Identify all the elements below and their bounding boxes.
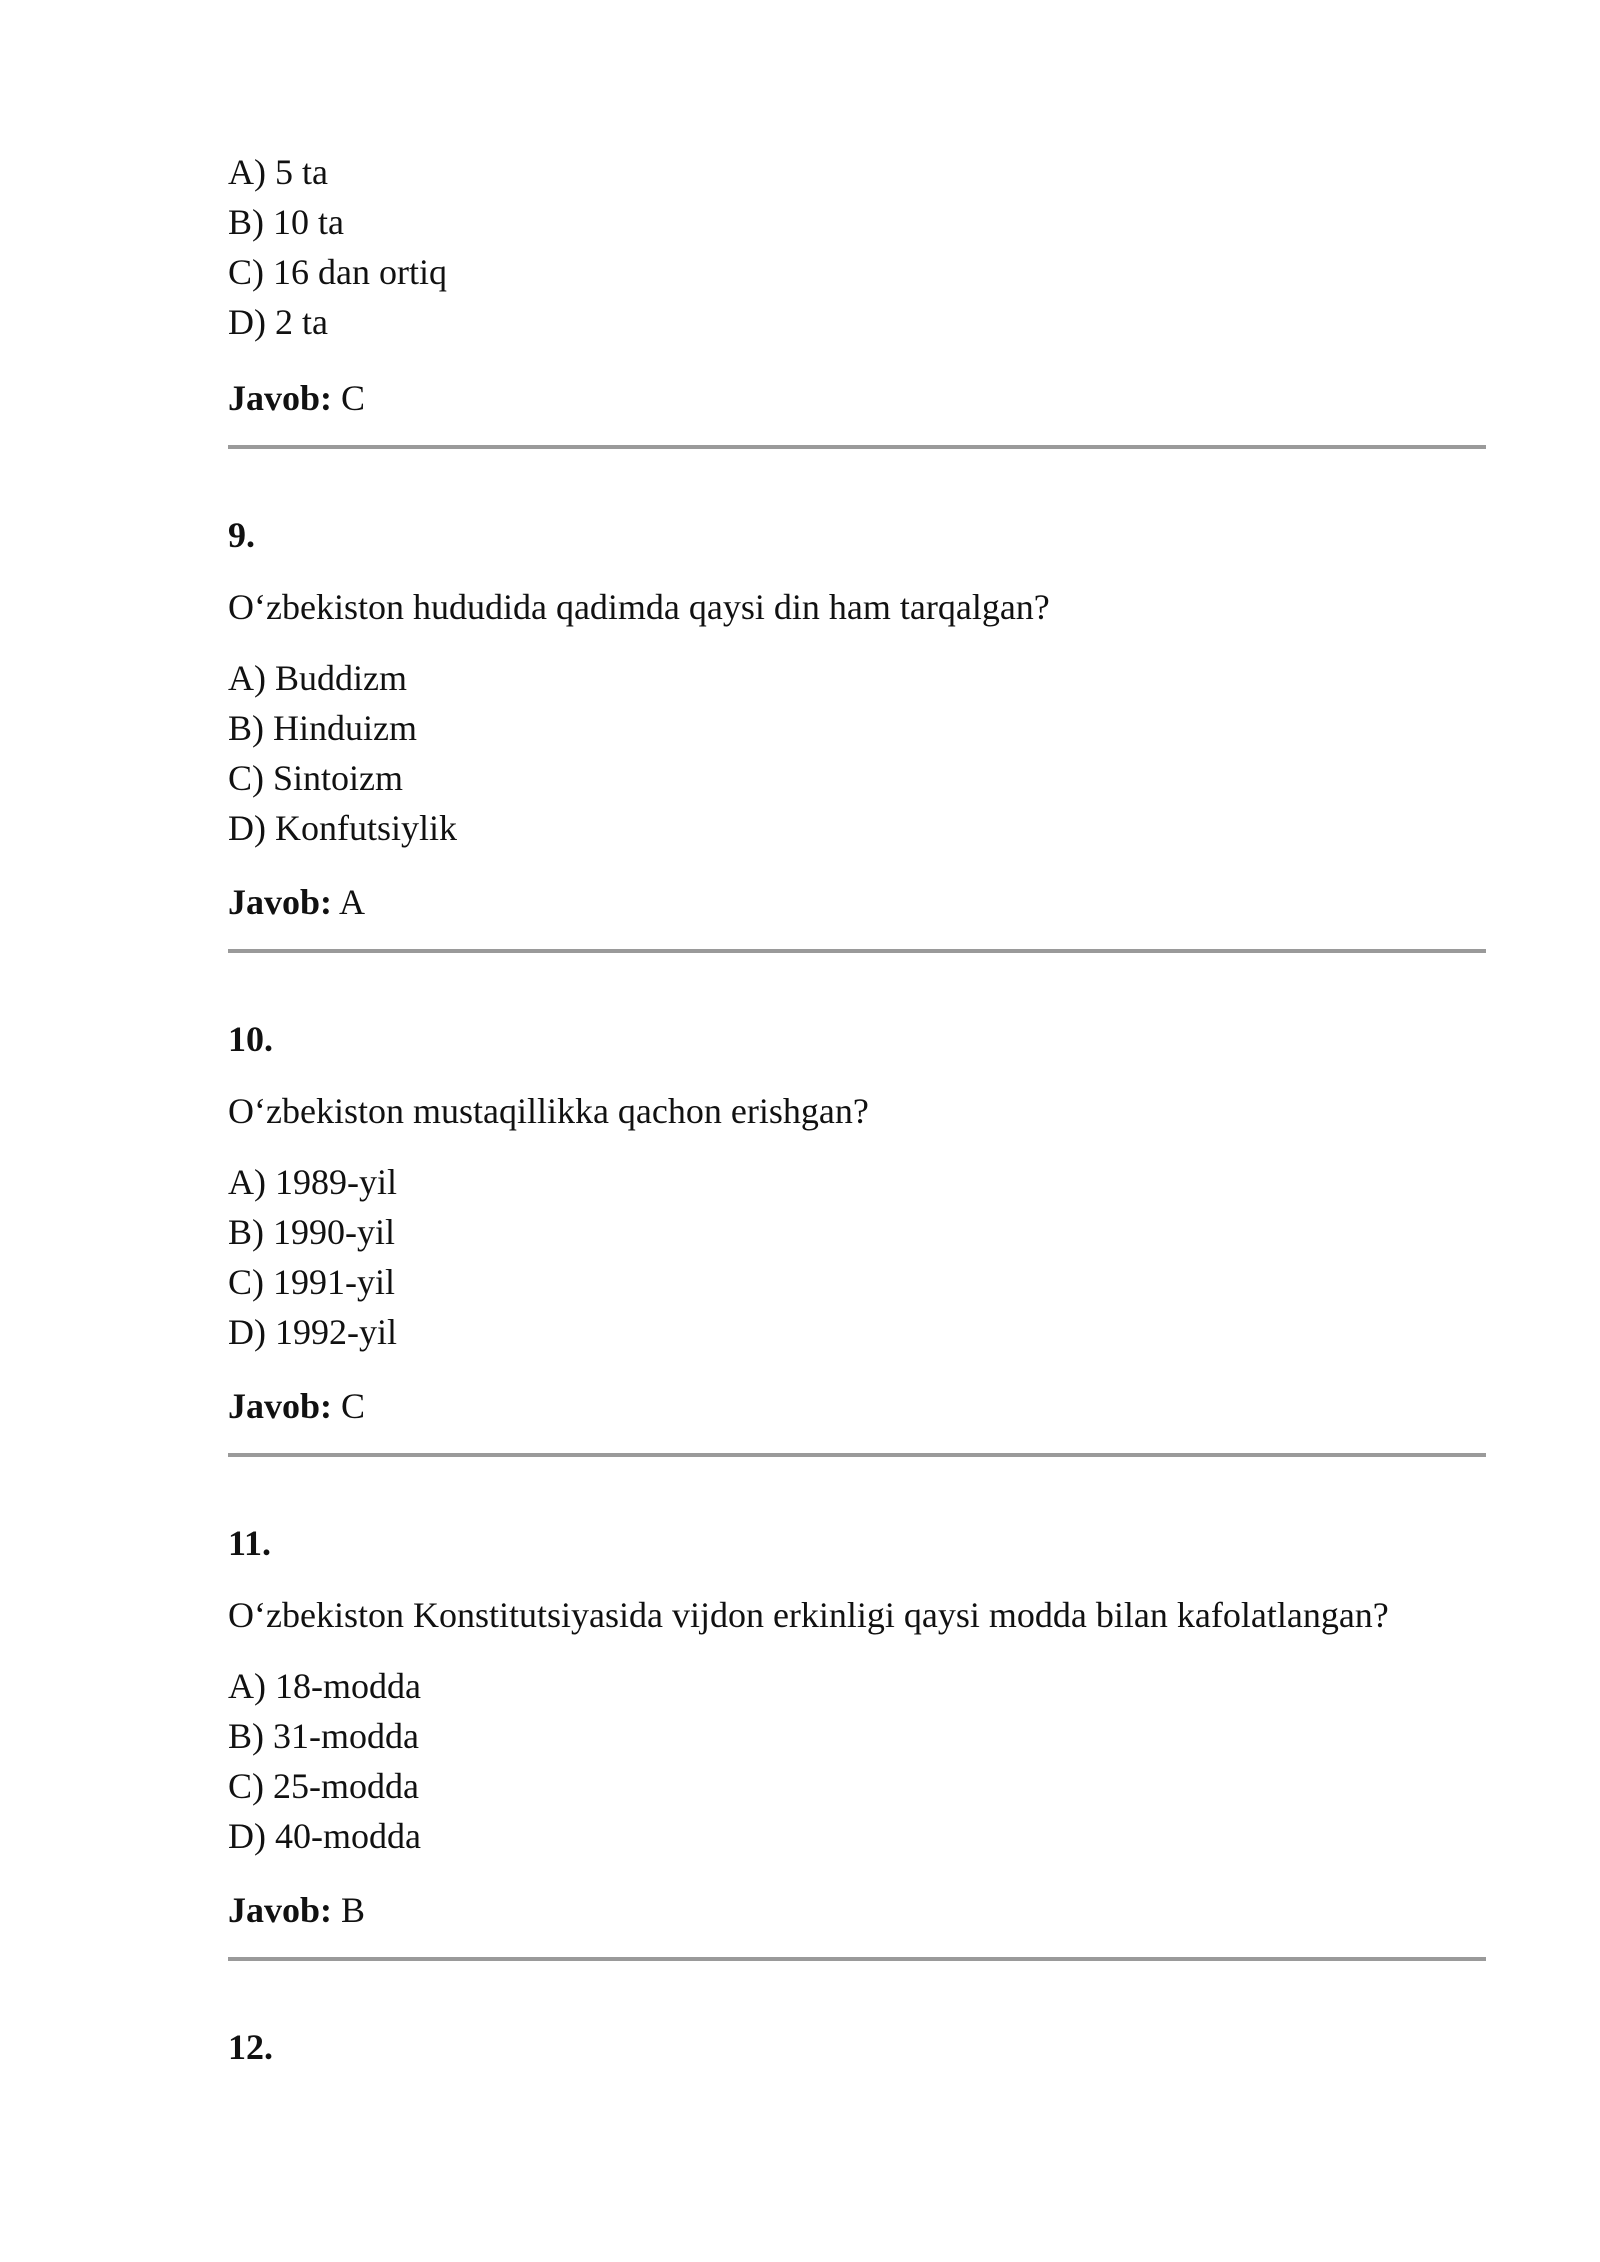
option-b: B) 1990-yil: [228, 1212, 395, 1252]
option-c: C) 1991-yil: [228, 1262, 395, 1302]
question-8-options: [228, 147, 447, 347]
question-11-text: O‘zbekiston Konstitutsiyasida vijdon erkinligi qaysi modda bilan kafolatlangan?: [228, 1595, 1389, 1635]
question-10-answer: [228, 1381, 365, 1431]
question-9-options: [228, 653, 457, 853]
option-d: D) 1992-yil: [228, 1312, 397, 1352]
divider: [228, 1957, 1486, 1961]
question-9-number: 9.: [228, 515, 255, 555]
option-a: A) Buddizm: [228, 658, 407, 698]
answer-label: Javob:: [228, 1890, 333, 1930]
answer-value: A: [332, 882, 366, 922]
option-c: C) 16 dan ortiq: [228, 252, 447, 292]
divider: [228, 949, 1486, 953]
question-10-text: O‘zbekiston mustaqillikka qachon erishgan?: [228, 1091, 869, 1131]
question-11-options: [228, 1661, 421, 1861]
option-d: D) 40-modda: [228, 1816, 421, 1856]
option-a: A) 5 ta: [228, 152, 328, 192]
option-d: D) Konfutsiylik: [228, 808, 457, 848]
question-9-answer: [228, 877, 365, 927]
question-11-number: 11.: [228, 1523, 272, 1563]
answer-label: Javob:: [228, 378, 333, 418]
option-d: D) 2 ta: [228, 302, 328, 342]
option-a: A) 18-modda: [228, 1666, 421, 1706]
option-b: B) 31-modda: [228, 1716, 419, 1756]
option-c: C) Sintoizm: [228, 758, 404, 798]
option-a: A) 1989-yil: [228, 1162, 397, 1202]
option-c: C) 25-modda: [228, 1766, 419, 1806]
answer-value: C: [332, 1386, 366, 1426]
answer-value: B: [332, 1890, 366, 1930]
answer-label: Javob:: [228, 882, 333, 922]
answer-value: C: [332, 378, 366, 418]
question-11-answer: [228, 1885, 365, 1935]
question-10-number: 10.: [228, 1019, 273, 1059]
question-9-text: O‘zbekiston hududida qadimda qaysi din ham tarqalgan?: [228, 587, 1050, 627]
divider: [228, 445, 1486, 449]
answer-label: Javob:: [228, 1386, 333, 1426]
question-10-options: [228, 1157, 397, 1357]
option-b: B) Hinduizm: [228, 708, 417, 748]
question-8-answer: [228, 373, 365, 423]
question-12-number: 12.: [228, 2027, 273, 2067]
divider: [228, 1453, 1486, 1457]
option-b: B) 10 ta: [228, 202, 344, 242]
